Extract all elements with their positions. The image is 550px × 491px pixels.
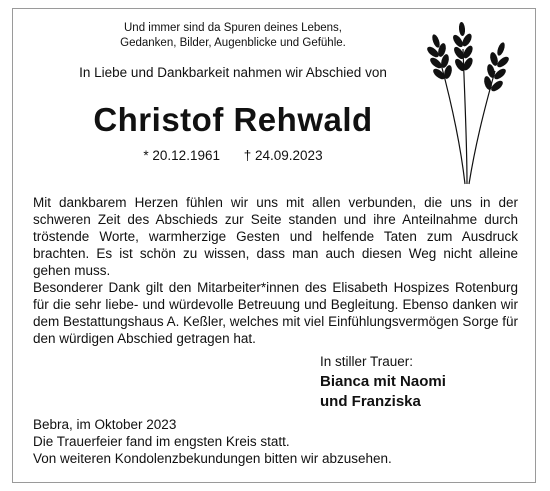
motto-line-2: Gedanken, Bilder, Augenblicke und Gefühle.: [120, 37, 346, 49]
motto-line-1: Und immer sind da Spuren deines Lebens,: [124, 22, 342, 34]
life-dates: [13, 148, 453, 163]
mourners-line-1: Bianca mit Naomi: [320, 373, 446, 390]
wheat-icon: [403, 19, 513, 189]
footer: [33, 416, 392, 467]
mourners: [320, 372, 446, 412]
motto: [13, 21, 453, 51]
birth-date: * 20.12.1961: [143, 148, 220, 163]
intro-text: In Liebe und Dankbarkeit nahmen wir Abschied von: [79, 65, 387, 80]
mourners-line-2: und Franziska: [320, 393, 421, 410]
mourning-label: In stiller Trauer:: [320, 354, 414, 369]
death-date: † 24.09.2023: [243, 148, 323, 163]
thanks-paragraph-1: Mit dankbarem Herzen fühlen wir uns mit allen verbunden, die uns in der schweren Zeit des Abschieds zur Seite standen und ihre Anteilnahme durch tröstende Worte, warmherzige Gesten und helfende Taten zum Ausdruck brachten. Es ist schön zu wissen, dass man auch diesen Weg nicht alleine gehen muss.: [33, 195, 518, 278]
obituary-notice: [12, 8, 536, 483]
condolence-note: Von weiteren Kondolenzbekundungen bitten wir abzusehen.: [33, 451, 392, 466]
funeral-note: Die Trauerfeier fand im engsten Kreis statt.: [33, 434, 290, 449]
place-date: Bebra, im Oktober 2023: [33, 417, 177, 432]
thanks-paragraph-2: Besonderer Dank gilt den Mitarbeiter*innen des Elisabeth Hospizes Rotenburg für die sehr liebe- und würdevolle Betreuung und Begleitung. Ebenso danken wir dem Bestattungshaus A. Keßler, welches mit viel Einfühlungsvermögen Sorge für den würdigen Abschied getragen hat.: [33, 280, 518, 346]
deceased-name: Christof Rehwald: [93, 101, 373, 138]
